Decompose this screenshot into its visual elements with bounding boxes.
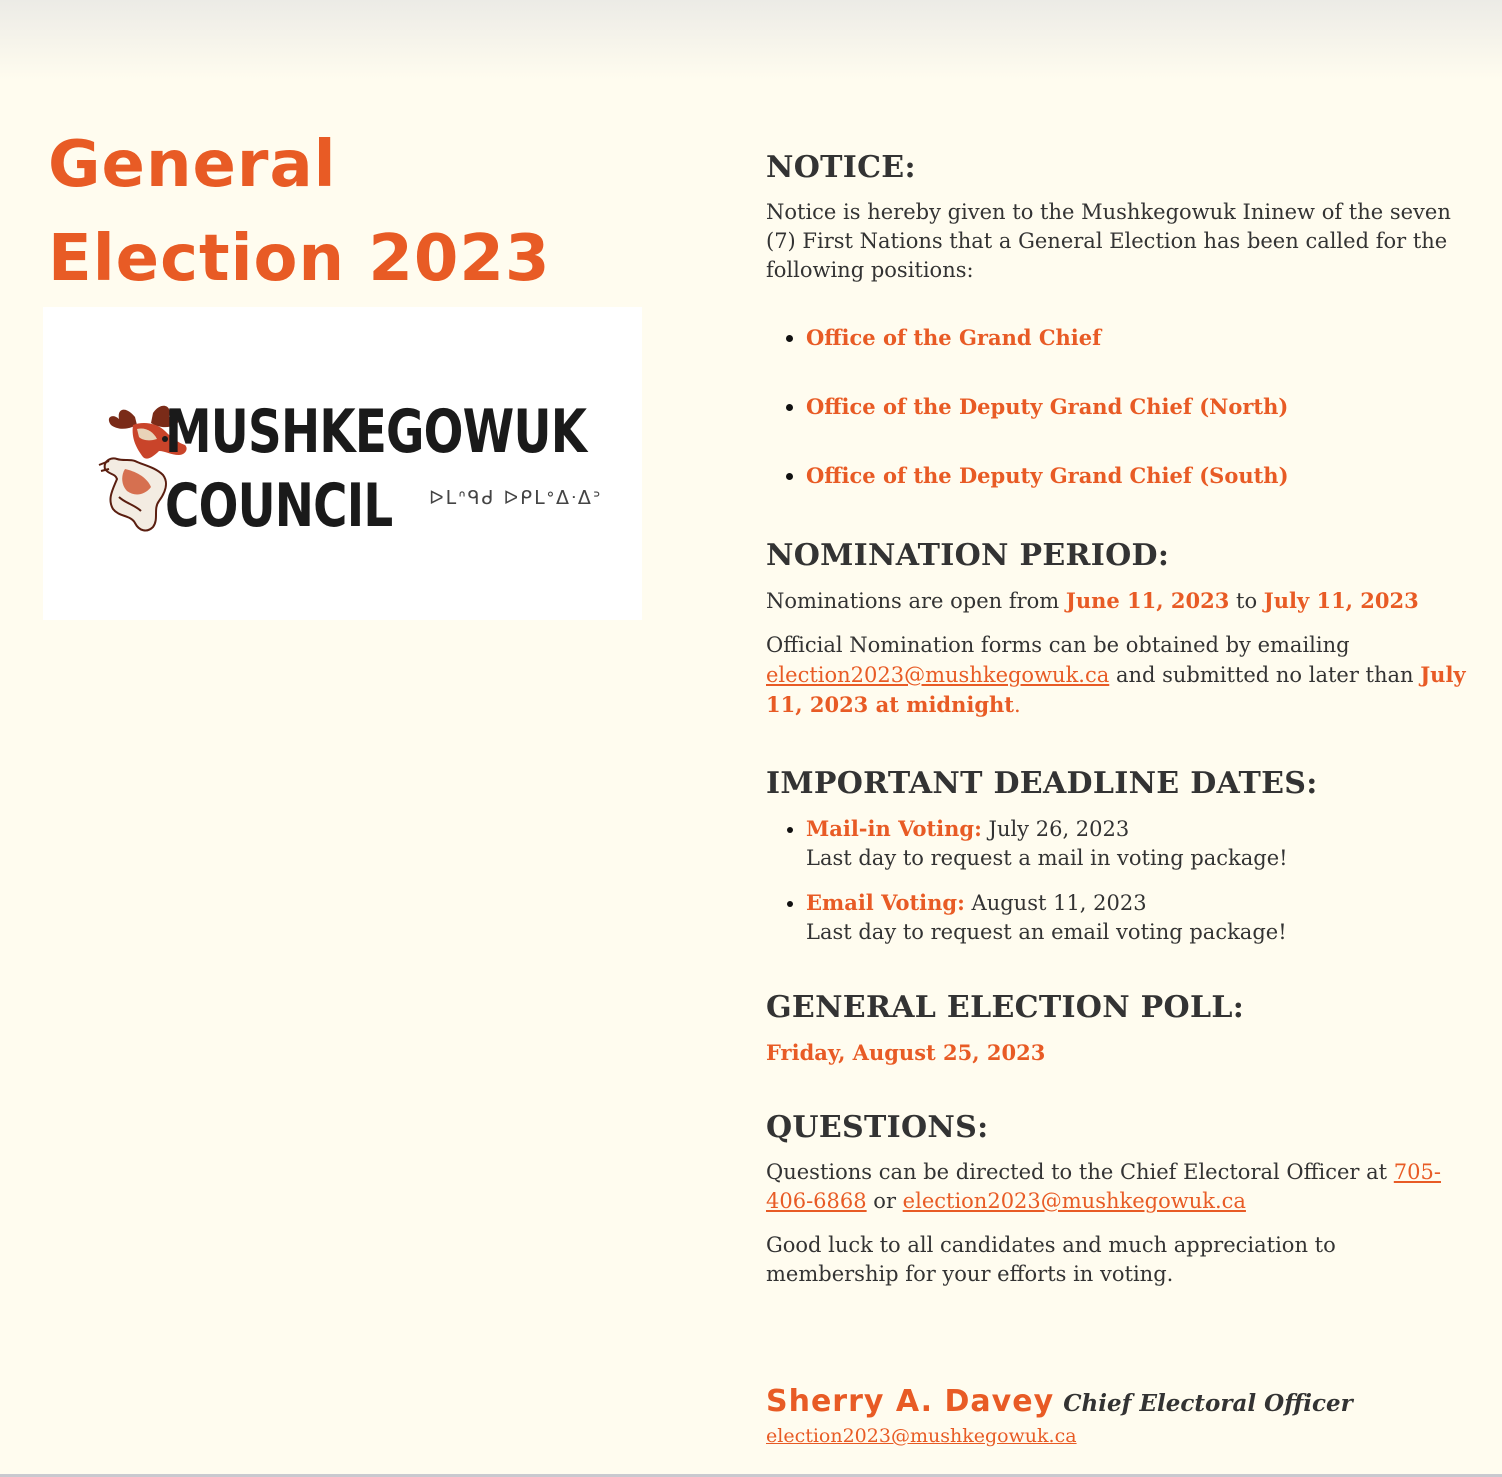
- deadline-label: Mail-in Voting:: [806, 816, 982, 841]
- page-title-line2: Election 2023: [48, 222, 551, 296]
- deadline-date: August 11, 2023: [964, 891, 1147, 915]
- questions-mid: or: [866, 1189, 903, 1213]
- signature-name: Sherry A. Davey: [766, 1384, 1055, 1419]
- nomination-mid: to: [1229, 589, 1264, 613]
- questions-heading: QUESTIONS:: [766, 1110, 989, 1145]
- deadlines-list: [766, 814, 1466, 947]
- nomination-end-date: July 11, 2023: [1263, 588, 1419, 613]
- poll-heading: GENERAL ELECTION POLL:: [766, 990, 1245, 1025]
- deadlines-heading: IMPORTANT DEADLINE DATES:: [766, 766, 1318, 801]
- nomination-deadline: July 11, 2023 at midnight: [766, 662, 1466, 717]
- page-title-line1: General: [48, 128, 337, 202]
- deadline-note: Last day to request a mail in voting package!: [806, 846, 1288, 870]
- logo-syllabics-text: ᐅᒪᐢᑫᑯ ᐅᑭᒪᐤᐃᐧᐃᐣ: [429, 487, 603, 509]
- questions-email-link[interactable]: election2023@mushkegowuk.ca: [902, 1189, 1246, 1213]
- questions-text: [766, 1158, 1466, 1216]
- poll-date: Friday, August 25, 2023: [766, 1040, 1046, 1065]
- signature-title: Chief Electoral Officer: [1063, 1390, 1353, 1417]
- page-title: [48, 118, 668, 306]
- deadline-date: July 26, 2023: [981, 817, 1130, 841]
- nomination-forms-mid: and submitted no later than: [1109, 663, 1421, 687]
- phone-link[interactable]: 705-406-6868: [766, 1160, 1441, 1213]
- deadline-note: Last day to request an email voting package!: [806, 920, 1287, 944]
- nomination-period-text: [766, 586, 1466, 616]
- logo-text-line2: COUNCIL: [165, 471, 393, 541]
- list-item: [806, 888, 1466, 947]
- nomination-forms-text: [766, 631, 1466, 720]
- nomination-prefix: Nominations are open from: [766, 589, 1066, 613]
- positions-list: [766, 323, 1466, 490]
- nomination-forms-prefix: Official Nomination forms can be obtained by emailing: [766, 633, 1350, 657]
- list-item: • Office of the Grand Chief: [806, 323, 1466, 352]
- mushkegowuk-council-logo: [43, 307, 642, 620]
- election-notice-content: [766, 148, 1466, 1289]
- top-shadow: [0, 0, 1502, 80]
- nomination-start-date: June 11, 2023: [1065, 588, 1230, 613]
- list-item: • Office of the Deputy Grand Chief (South): [806, 461, 1466, 490]
- questions-prefix: Questions can be directed to the Chief Electoral Officer at: [766, 1160, 1394, 1184]
- logo-text-line1: MUSHKEGOWUK: [165, 397, 587, 467]
- nomination-period-dot: .: [1014, 693, 1021, 717]
- notice-heading: NOTICE:: [766, 150, 916, 185]
- nomination-heading: NOMINATION PERIOD:: [766, 538, 1170, 573]
- notice-text: Notice is hereby given to the Mushkegowuk Ininew of the seven (7) First Nations that a General Election has been called for the following positions:: [766, 200, 1451, 282]
- signature: [766, 1384, 1353, 1419]
- signature-email-link[interactable]: election2023@mushkegowuk.ca: [766, 1425, 1077, 1447]
- list-item: [806, 814, 1466, 873]
- good-luck-text: Good luck to all candidates and much appreciation to membership for your efforts in voting.: [766, 1233, 1336, 1286]
- deadline-label: Email Voting:: [806, 890, 965, 915]
- nomination-email-link[interactable]: election2023@mushkegowuk.ca: [766, 663, 1110, 687]
- list-item: • Office of the Deputy Grand Chief (North): [806, 392, 1466, 421]
